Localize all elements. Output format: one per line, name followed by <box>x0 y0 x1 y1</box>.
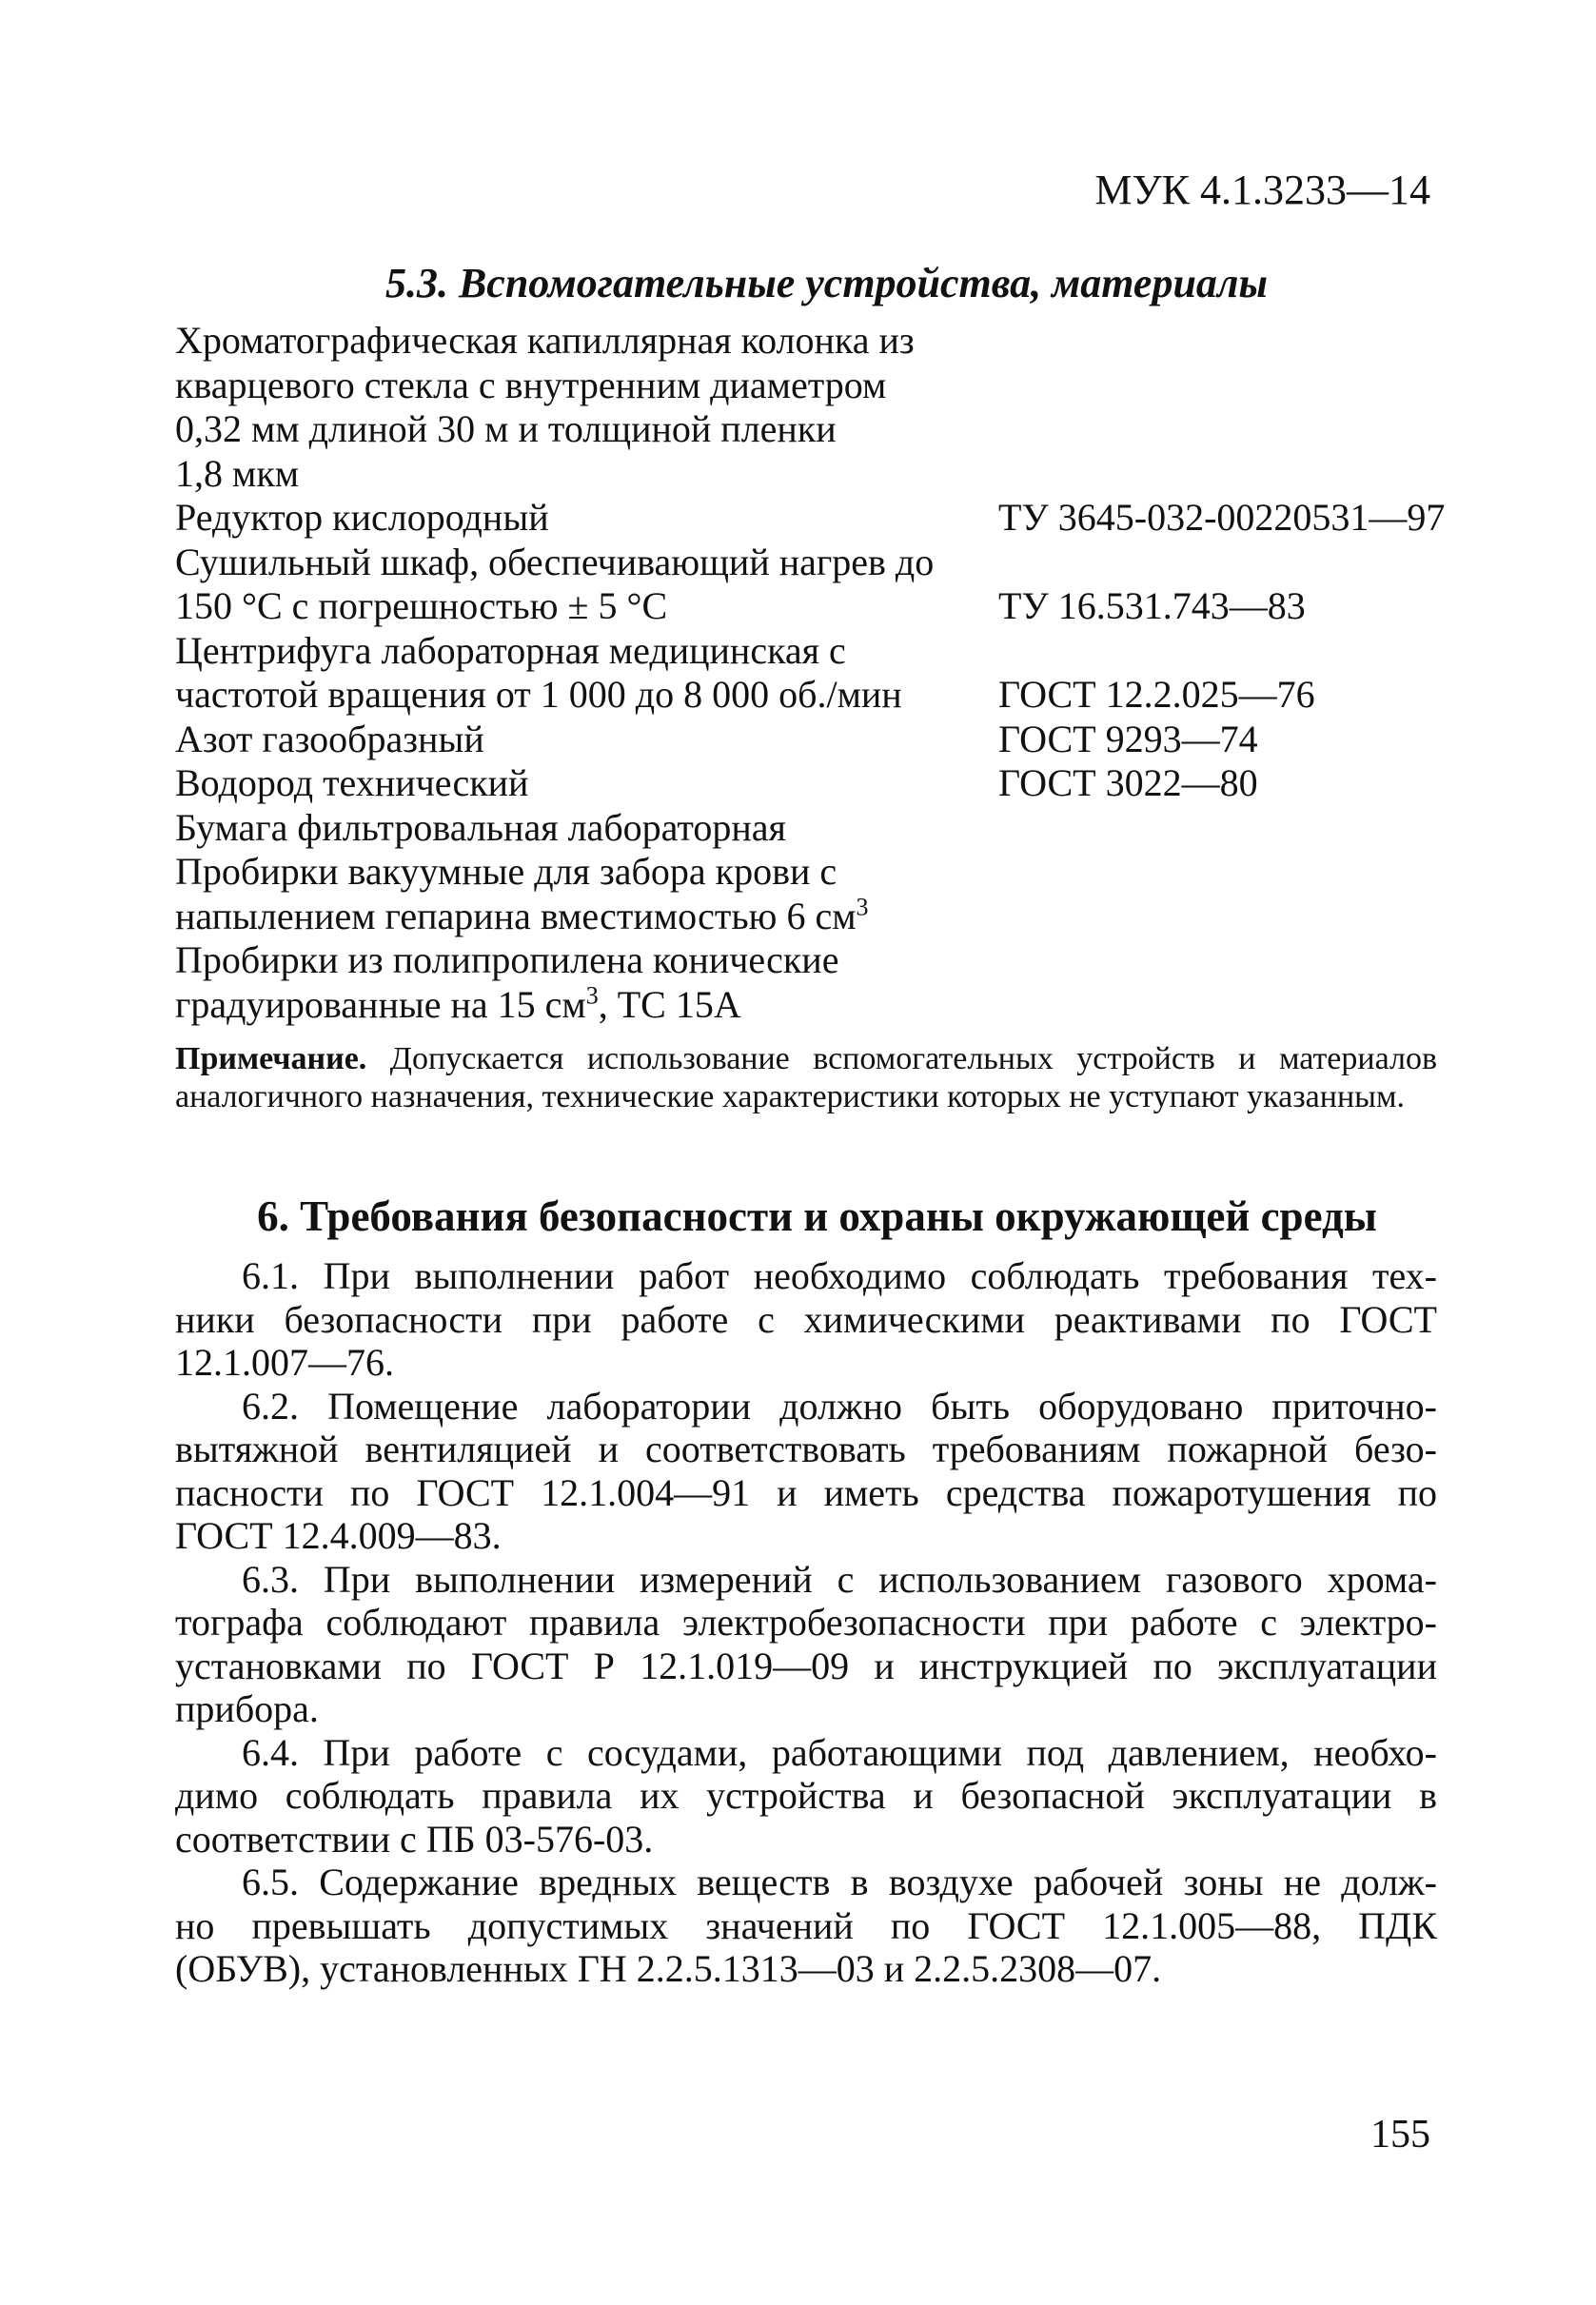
equipment-item <box>175 629 1460 718</box>
equipment-standard: ГОСТ 9293—74 <box>998 717 1258 760</box>
equipment-name-line: Редуктор кислородный <box>175 496 549 539</box>
equipment-name-line: кварцевого стекла с внутренним диаметром <box>175 363 887 406</box>
equipment-name-line: частотой вращения от 1 000 до 8 000 об./мин <box>175 673 902 716</box>
equipment-name-line: Сушильный шкаф, обеспечивающий нагрев до <box>175 540 935 583</box>
paragraph <box>175 1731 1437 1862</box>
equipment-standard: ТУ 16.531.743—83 <box>998 584 1306 627</box>
equipment-name-line: 1,8 мкм <box>175 451 300 495</box>
note-text: материалов аналогичного назначения, технические характеристики которых не <box>175 1041 1438 1114</box>
paragraph-line: тографа соблюдают правила электробезопасности при работе с электро- <box>175 1601 1437 1644</box>
paragraph-line: ники безопасности при работе с химическими реактивами по ГОСТ <box>175 1297 1437 1341</box>
equipment-name-line: Бумага фильтровальная лабораторная <box>175 805 786 849</box>
equipment-name-line: Хроматографическая капиллярная колонка из <box>175 319 915 362</box>
paragraph-line: 6.2. Помещение лаборатории должно быть оборудовано приточно- <box>242 1384 1437 1428</box>
equipment-name-text: напылением гепарина вместимостью 6 см <box>175 894 857 937</box>
equipment-name-line: Водород технический <box>175 761 529 804</box>
paragraph-line: но превышать допустимых значений по ГОСТ 12.1.005—88, ПДК <box>175 1903 1437 1947</box>
equipment-name-line: Пробирки вакуумные для забора крови с <box>175 850 837 893</box>
note-text: Допускается использование вспомогательных устройств и <box>389 1041 1256 1076</box>
equipment-name-line <box>175 895 984 939</box>
document-code-header: МУК 4.1.3233—14 <box>1094 167 1430 213</box>
equipment-name <box>175 496 984 541</box>
paragraph-line: соответствии с ПБ 03-576-03. <box>175 1817 654 1861</box>
paragraph-line: прибора. <box>175 1687 319 1730</box>
equipment-standard: ГОСТ 3022—80 <box>998 761 1258 804</box>
paragraph <box>175 1254 1437 1385</box>
paragraph-line: вытяжной вентиляцией и соответствовать требованиям пожарной безо- <box>175 1428 1437 1470</box>
tube-suffix: , ТС 15А <box>598 982 741 1026</box>
equipment-standard: ТУ 3645-032-00220531—97 <box>998 496 1446 539</box>
paragraph-line: димо соблюдать правила их устройства и безопасной эксплуатации в <box>175 1774 1437 1817</box>
equipment-item <box>175 496 1460 541</box>
cubic-superscript: 3 <box>856 893 869 921</box>
equipment-name <box>175 319 984 496</box>
note-text: уступают указанным. <box>1109 1079 1406 1114</box>
equipment-item <box>175 718 1460 762</box>
page-number: 155 <box>1370 2113 1430 2157</box>
equipment-item <box>175 319 1460 496</box>
subsection-title-text: 5.3. Вспомогательные устройства, материалы <box>384 260 1269 306</box>
equipment-item <box>175 806 1460 851</box>
paragraph <box>175 1385 1437 1558</box>
section-heading-text: 6. Требования безопасности и охраны окружающей среды <box>257 1192 1377 1240</box>
section-heading <box>0 1192 1596 1240</box>
paragraph-line: установками по ГОСТ Р 12.1.019—09 и инструкцией по эксплуатации <box>175 1644 1437 1687</box>
paragraph-line: 6.5. Содержание вредных веществ в воздухе рабочей зоны не долж- <box>242 1861 1437 1903</box>
equipment-name <box>175 850 984 938</box>
equipment-name-line <box>175 983 984 1028</box>
note-label: Примечание. <box>175 1041 367 1076</box>
paragraph-line: 12.1.007—76. <box>175 1341 394 1384</box>
paragraph-line: ГОСТ 12.4.009—83. <box>175 1514 502 1557</box>
subsection-title <box>0 260 1596 306</box>
note-block <box>175 1040 1437 1116</box>
equipment-name <box>175 541 984 629</box>
cubic-superscript: 3 <box>585 981 599 1010</box>
equipment-name <box>175 761 984 806</box>
equipment-list <box>175 319 1460 1027</box>
equipment-name-line: Пробирки из полипропилена конические <box>175 938 839 981</box>
equipment-item <box>175 541 1460 629</box>
paragraph <box>175 1861 1437 1991</box>
section-body <box>175 1254 1437 1991</box>
equipment-name <box>175 718 984 762</box>
paragraph-line: пасности по ГОСТ 12.1.004—91 и иметь средства пожаротушения по <box>175 1470 1437 1514</box>
equipment-name-line: 0,32 мм длиной 30 м и толщиной пленки <box>175 407 837 450</box>
equipment-name <box>175 629 984 718</box>
equipment-item <box>175 938 1460 1027</box>
equipment-item <box>175 761 1460 806</box>
equipment-name-line: Азот газообразный <box>175 717 484 760</box>
equipment-name-line: 150 °С с погрешностью ± 5 °С <box>175 584 668 627</box>
paragraph-line: 6.1. При выполнении работ необходимо соблюдать требования тех- <box>242 1254 1437 1297</box>
equipment-name <box>175 938 984 1027</box>
paragraph-line: 6.3. При выполнении измерений с использованием газового хрома- <box>242 1557 1437 1601</box>
equipment-name-line: Центрифуга лабораторная медицинская с <box>175 628 846 672</box>
paragraph-line: (ОБУВ), установленных ГН 2.2.5.1313—03 и 2.2.5.2308—07. <box>175 1947 1162 1990</box>
paragraph-line: 6.4. При работе с сосудами, работающими под давлением, необхо- <box>242 1730 1437 1774</box>
equipment-name <box>175 806 984 851</box>
equipment-item <box>175 850 1460 938</box>
equipment-name-text: градуированные на 15 см <box>175 982 586 1026</box>
equipment-standard: ГОСТ 12.2.025—76 <box>998 673 1315 716</box>
paragraph <box>175 1558 1437 1731</box>
